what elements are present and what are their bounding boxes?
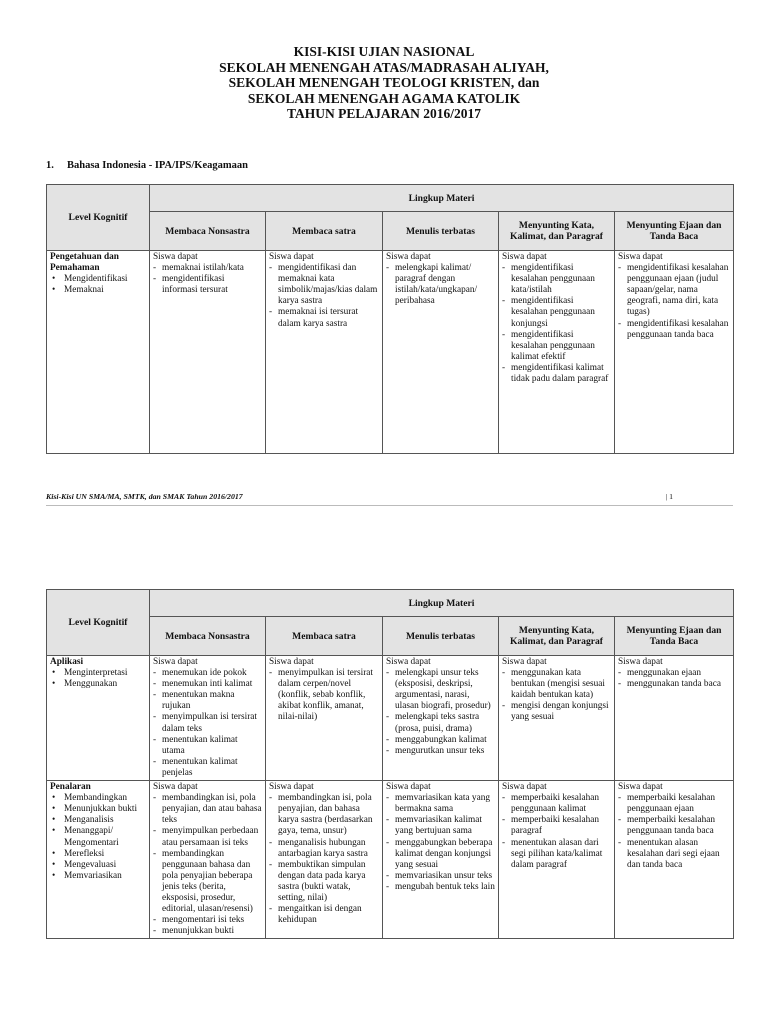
level-list (50, 793, 146, 882)
indicator-item: - mengidentifikasi kesalahan penggunaan kata/istilah (502, 263, 611, 296)
material-cell (266, 656, 383, 781)
level-item: • Mengevaluasi (50, 860, 146, 871)
header-membaca-satra: Membaca satra (266, 212, 383, 251)
document-title (0, 44, 768, 122)
indicator-item: - memaknai istilah/kata (153, 263, 262, 274)
material-cell (383, 781, 499, 939)
header-level-kognitif: Level Kognitif (47, 590, 150, 656)
header-menyunting-kata: Menyunting Kata, Kalimat, dan Paragraf (499, 212, 615, 251)
table-row (47, 251, 734, 454)
indicator-item: - mengidentifikasi kesalahan penggunaan kalimat efektif (502, 330, 611, 363)
kisi-table-page-1 (46, 184, 734, 454)
level-cell (47, 781, 150, 939)
material-cell (150, 781, 266, 939)
section-label: Bahasa Indonesia - IPA/IPS/Keagamaan (67, 160, 248, 171)
indicator-list (269, 668, 379, 723)
cell-intro: Siswa dapat (502, 657, 547, 667)
indicator-item: - membandingkan penggunaan bahasa dan pola penyajian beberapa jenis teks (berita, eksposisi, prosedur, editorial, ulasan/resensi) (153, 849, 262, 916)
cell-intro: Siswa dapat (153, 252, 198, 262)
level-list (50, 274, 146, 296)
indicator-item: - menggunakan ejaan (618, 668, 730, 679)
header-membaca-satra: Membaca satra (266, 617, 383, 656)
material-cell (266, 251, 383, 454)
indicator-item: - menemukan ide pokok (153, 668, 262, 679)
indicator-item: - menggabungkan kalimat (386, 735, 495, 746)
level-item: • Menggunakan (50, 679, 146, 690)
indicator-item: - melengkapi kalimat/ paragraf dengan istilah/kata/ungkapan/ peribahasa (386, 263, 495, 307)
indicator-list (386, 263, 495, 307)
level-item: • Menginterpretasi (50, 668, 146, 679)
page-number: | 1 (665, 492, 673, 501)
indicator-item: - membandingkan isi, pola penyajian, dan atau bahasa teks (153, 793, 262, 826)
level-item: • Menganalisis (50, 815, 146, 826)
indicator-item: - menggunakan kata bentukan (mengisi sesuai kaidah bentukan kata) (502, 668, 611, 701)
level-item: • Mengidentifikasi (50, 274, 146, 285)
cell-intro: Siswa dapat (386, 657, 431, 667)
level-item: • Menunjukkan bukti (50, 804, 146, 815)
indicator-item: - memvariasikan kata yang bermakna sama (386, 793, 495, 815)
indicator-list (386, 793, 495, 893)
indicator-list (153, 793, 262, 937)
header-membaca-nonsastra: Membaca Nonsastra (150, 617, 266, 656)
section-number: 1. (46, 160, 54, 171)
indicator-list (618, 793, 730, 871)
indicator-list (618, 263, 730, 341)
level-item: • Menanggapi/ Mengomentari (50, 826, 146, 848)
indicator-item: - mengidentifikasi kesalahan penggunaan konjungsi (502, 296, 611, 329)
header-menyunting-ejaan: Menyunting Ejaan dan Tanda Baca (615, 617, 734, 656)
indicator-item: - menyimpulkan perbedaan atau persamaan isi teks (153, 826, 262, 848)
indicator-list (618, 668, 730, 690)
indicator-item: - mengidentifikasi kesalahan penggunaan ejaan (judul sapaan/gelar, nama geografi, nama diri, kata tugas) (618, 263, 730, 318)
indicator-item: - menggunakan tanda baca (618, 679, 730, 690)
indicator-item: - menggabungkan beberapa kalimat dengan konjungsi yang sesuai (386, 838, 495, 871)
indicator-item: - memperbaiki kesalahan paragraf (502, 815, 611, 837)
indicator-item: - menentukan kalimat penjelas (153, 757, 262, 779)
indicator-item: - menyimpulkan isi tersirat dalam teks (153, 712, 262, 734)
kisi-table-page-2 (46, 589, 734, 939)
indicator-item: - mengidentifikasi kalimat tidak padu dalam paragraf (502, 363, 611, 385)
level-item: • Memvariasikan (50, 871, 146, 882)
material-cell (499, 781, 615, 939)
material-cell (615, 656, 734, 781)
cell-intro: Siswa dapat (502, 252, 547, 262)
header-menulis-terbatas: Menulis terbatas (383, 212, 499, 251)
indicator-item: - memperbaiki kesalahan penggunaan kalimat (502, 793, 611, 815)
indicator-item: - menunjukkan bukti (153, 926, 262, 937)
level-item: • Memaknai (50, 285, 146, 296)
cell-intro: Siswa dapat (618, 657, 663, 667)
cell-intro: Siswa dapat (618, 252, 663, 262)
cell-intro: Siswa dapat (502, 782, 547, 793)
header-membaca-nonsastra: Membaca Nonsastra (150, 212, 266, 251)
cell-intro: Siswa dapat (386, 252, 431, 262)
indicator-item: - memvariasikan unsur teks (386, 871, 495, 882)
header-level-kognitif: Level Kognitif (47, 185, 150, 251)
indicator-item: - membuktikan simpulan dengan data pada karya sastra (bukti watak, setting, nilai) (269, 860, 379, 904)
level-title: Penalaran (50, 782, 91, 793)
material-cell (383, 656, 499, 781)
indicator-item: - mengidentifikasi informasi tersurat (153, 274, 262, 296)
indicator-item: - mengubah bentuk teks lain (386, 882, 495, 893)
indicator-list (502, 793, 611, 871)
indicator-item: - melengkapi teks sastra (prosa, puisi, drama) (386, 712, 495, 734)
indicator-list (269, 793, 379, 926)
page-footer (46, 492, 733, 506)
indicator-item: - menentukan makna rujukan (153, 690, 262, 712)
material-cell (499, 656, 615, 781)
indicator-item: - menyimpulkan isi tersirat dalam cerpen/novel (konflik, sebab konflik, akibat konflik, amanat, nilai-nilai) (269, 668, 379, 723)
material-cell (266, 781, 383, 939)
indicator-item: - mengidentifikasi dan memaknai kata simbolik/majas/kias dalam karya sastra (269, 263, 379, 307)
indicator-item: - mengaitkan isi dengan kehidupan (269, 904, 379, 926)
level-item: • Merefleksi (50, 849, 146, 860)
indicator-list (502, 668, 611, 723)
material-cell (150, 251, 266, 454)
indicator-item: - memperbaiki kesalahan penggunaan tanda baca (618, 815, 730, 837)
header-menyunting-ejaan: Menyunting Ejaan dan Tanda Baca (615, 212, 734, 251)
material-cell (150, 656, 266, 781)
footer-text: Kisi-Kisi UN SMA/MA, SMTK, dan SMAK Tahun 2016/2017 (46, 492, 243, 501)
indicator-item: - mengomentari isi teks (153, 915, 262, 926)
indicator-item: - mengurutkan unsur teks (386, 746, 495, 757)
level-cell (47, 656, 150, 781)
cell-intro: Siswa dapat (386, 782, 431, 793)
table-row (47, 656, 734, 781)
title-line: TAHUN PELAJARAN 2016/2017 (286, 106, 481, 121)
level-item: • Membandingkan (50, 793, 146, 804)
level-cell (47, 251, 150, 454)
indicator-item: - mengidentifikasi kesalahan penggunaan tanda baca (618, 319, 730, 341)
indicator-list (386, 668, 495, 757)
cell-intro: Siswa dapat (153, 657, 198, 667)
level-list (50, 668, 146, 690)
indicator-item: - menganalisis hubungan antarbagian karya sastra (269, 838, 379, 860)
indicator-item: - memperbaiki kesalahan penggunaan ejaan (618, 793, 730, 815)
header-lingkup-materi: Lingkup Materi (150, 185, 734, 212)
material-cell (383, 251, 499, 454)
cell-intro: Siswa dapat (618, 782, 663, 793)
indicator-item: - memvariasikan kalimat yang bertujuan sama (386, 815, 495, 837)
indicator-item: - membandingkan isi, pola penyajian, dan bahasa karya sastra (berdasarkan gaya, tema, unsur) (269, 793, 379, 837)
title-line: KISI-KISI UJIAN NASIONAL (293, 44, 475, 59)
indicator-list (153, 668, 262, 779)
level-title: Aplikasi (50, 657, 84, 667)
indicator-item: - mengisi dengan konjungsi yang sesuai (502, 701, 611, 723)
title-line: SEKOLAH MENENGAH AGAMA KATOLIK (247, 90, 521, 106)
cell-intro: Siswa dapat (269, 657, 314, 667)
indicator-item: - melengkapi unsur teks (eksposisi, deskripsi, argumentasi, narasi, ulasan biografi, prosedur) (386, 668, 495, 712)
header-lingkup-materi: Lingkup Materi (150, 590, 734, 617)
level-title: Pengetahuan dan Pemahaman (50, 252, 119, 274)
cell-intro: Siswa dapat (269, 252, 314, 262)
indicator-list (153, 263, 262, 296)
material-cell (499, 251, 615, 454)
indicator-item: - menentukan alasan dari segi pilihan kata/kalimat dalam paragraf (502, 838, 611, 871)
title-line: SEKOLAH MENENGAH TEOLOGI KRISTEN, dan (228, 75, 540, 90)
indicator-item: - menentukan kalimat utama (153, 735, 262, 757)
title-line: SEKOLAH MENENGAH ATAS/MADRASAH ALIYAH, (219, 59, 549, 75)
header-menyunting-kata: Menyunting Kata, Kalimat, dan Paragraf (499, 617, 615, 656)
header-menulis-terbatas: Menulis terbatas (383, 617, 499, 656)
indicator-item: - memaknai isi tersurat dalam karya sastra (269, 307, 379, 329)
indicator-list (502, 263, 611, 385)
indicator-item: - menentukan alasan kesalahan dari segi ejaan dan tanda baca (618, 838, 730, 871)
material-cell (615, 781, 734, 939)
material-cell (615, 251, 734, 454)
cell-intro: Siswa dapat (153, 782, 198, 793)
indicator-item: - menemukan inti kalimat (153, 679, 262, 690)
section-heading (46, 160, 248, 171)
indicator-list (269, 263, 379, 330)
table-row (47, 781, 734, 939)
cell-intro: Siswa dapat (269, 782, 314, 793)
